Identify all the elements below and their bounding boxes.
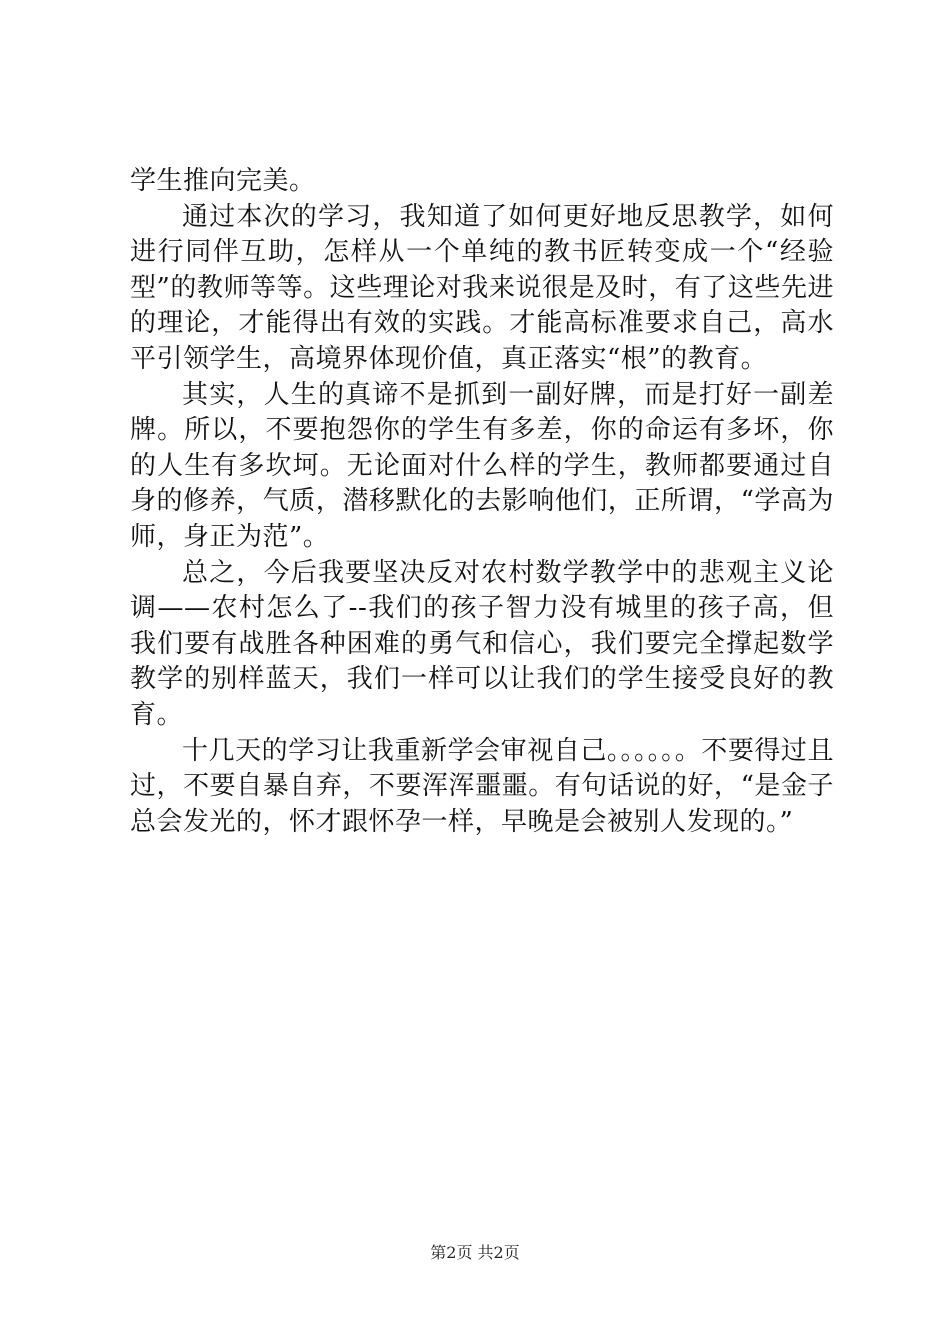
paragraph-2: 通过本次的学习，我知道了如何更好地反思教学，如何进行同伴互助，怎样从一个单纯的教书匠转变成一个“经验型”的教师等等。这些理论对我来说很是及时，有了这些先进的理论，才能得出有效的实践。才能高标准要求自己，高水平引领学生，高境界体现价值，真正落实“根”的教育。 xyxy=(130,201,834,374)
paragraph-1: 学生推向完美。 xyxy=(130,166,316,196)
paragraph-4: 总之，今后我要坚决反对农村数学教学中的悲观主义论调——农村怎么了--我们的孩子智力没有城里的孩子高，但我们要有战胜各种困难的勇气和信心，我们要完全撑起数学教学的别样蓝天，我们一样可以让我们的学生接受良好的教育。 xyxy=(130,557,834,730)
paragraph-5: 十几天的学习让我重新学会审视自己。。。。。。不要得过且过，不要自暴自弃，不要浑浑噩噩。有句话说的好，“是金子总会发光的，怀才跟怀孕一样，早晚是会被别人发现的。” xyxy=(130,735,834,837)
page-number-footer: 第2页 共2页 xyxy=(430,1243,520,1262)
paragraph-3: 其实，人生的真谛不是抓到一副好牌，而是打好一副差牌。所以，不要抱怨你的学生有多差，你的命运有多坏，你的人生有多坎坷。无论面对什么样的学生，教师都要通过自身的修养，气质，潜移默化的去影响他们，正所谓，“学高为师，身正为范”。 xyxy=(130,379,834,552)
document-body xyxy=(130,164,834,840)
